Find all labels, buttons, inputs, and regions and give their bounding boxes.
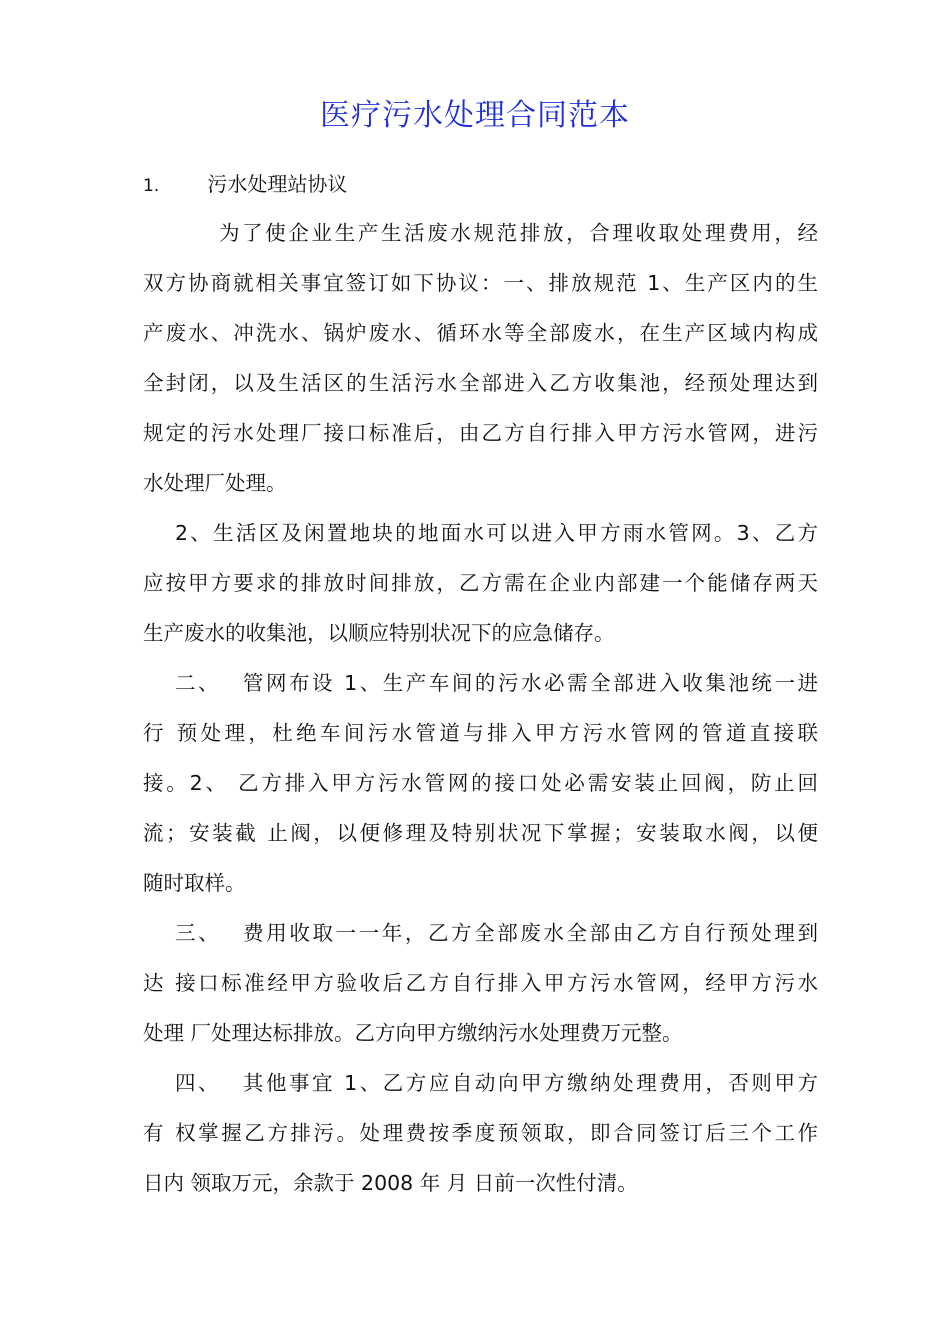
body-line: 四、 其他事宜 1、乙方应自动向甲方缴纳处理费用，否则甲方 [175, 1071, 818, 1095]
body-line: 全封闭，以及生活区的生活污水全部进入乙方收集池，经预处理达到 [143, 371, 818, 395]
body-line: 达 接口标准经甲方验收后乙方自行排入甲方污水管网，经甲方污水 [143, 971, 818, 995]
body-line: 随时取样。 [143, 871, 246, 895]
body-line: 接。2、 乙方排入甲方污水管网的接口处必需安装止回阀，防止回 [143, 771, 818, 795]
document-body [143, 208, 818, 1208]
section-number: 1. [143, 176, 160, 196]
section-heading [143, 170, 347, 200]
body-line: 为了使企业生产生活废水规范排放，合理收取处理费用，经 [219, 221, 818, 245]
body-line: 生产废水的收集池，以顺应特别状况下的应急储存。 [143, 621, 615, 645]
body-line: 二、 管网布设 1、生产车间的污水必需全部进入收集池统一进 [175, 671, 818, 695]
body-line: 处理 厂处理达标排放。乙方向甲方缴纳污水处理费万元整。 [143, 1021, 683, 1045]
body-line: 三、 费用收取一一年，乙方全部废水全部由乙方自行预处理到 [175, 921, 818, 945]
body-line: 水处理厂处理。 [143, 471, 287, 495]
body-line: 行 预处理，杜绝车间污水管道与排入甲方污水管网的管道直接联 [143, 721, 818, 745]
body-line: 流；安装截 止阀，以便修理及特别状况下掌握；安装取水阀，以便 [143, 821, 818, 845]
body-line: 产废水、冲洗水、锅炉废水、循环水等全部废水，在生产区域内构成 [143, 321, 818, 345]
body-line: 规定的污水处理厂接口标准后，由乙方自行排入甲方污水管网，进污 [143, 421, 818, 445]
section-title: 污水处理站协议 [207, 172, 348, 196]
body-line: 日内 领取万元，余款于 2008 年 月 日前一次性付清。 [143, 1171, 638, 1195]
document-title: 医疗污水处理合同范本 [320, 98, 630, 133]
body-line: 双方协商就相关事宜签订如下协议：一、排放规范 1、生产区内的生 [143, 271, 818, 295]
body-line: 2、生活区及闲置地块的地面水可以进入甲方雨水管网。3、乙方 [175, 521, 818, 545]
body-line: 有 权掌握乙方排污。处理费按季度预领取，即合同签订后三个工作 [143, 1121, 818, 1145]
body-line: 应按甲方要求的排放时间排放，乙方需在企业内部建一个能储存两天 [143, 571, 818, 595]
